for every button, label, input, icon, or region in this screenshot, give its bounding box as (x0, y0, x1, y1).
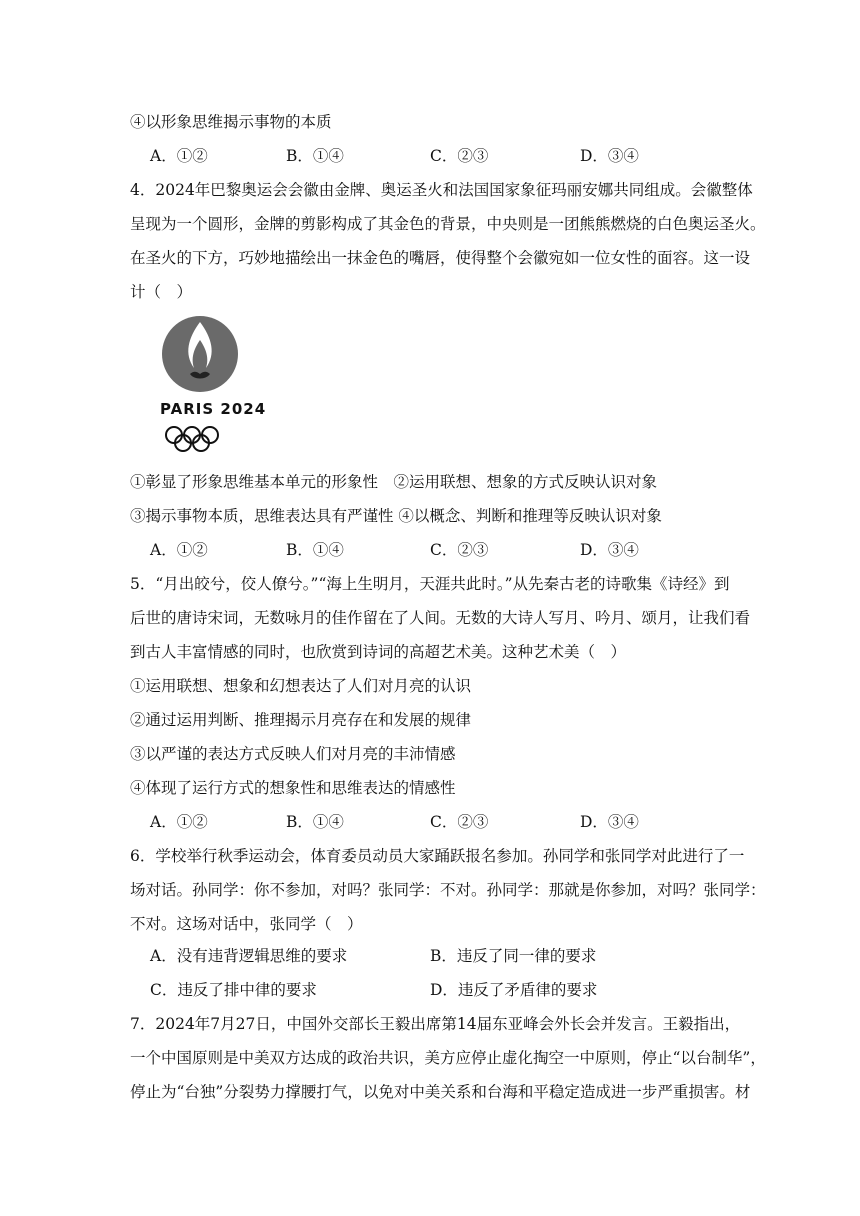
option-a: A．①② (150, 813, 208, 831)
option-d: D．③④ (580, 541, 639, 559)
q7-stem-line: 一个中国原则是中美双方达成的政治共识，美方应停止虚化掏空一中原则，停止“以台制华”， (130, 1049, 766, 1067)
q6-options-row-1 (150, 946, 750, 966)
q5-statement-1: ①运用联想、想象和幻想表达了人们对月亮的认识 (130, 677, 472, 695)
paris-2024-emblem-icon (160, 316, 270, 461)
option-b: B．①④ (286, 147, 344, 165)
q4-statement-3-4: ③揭示事物本质，思维表达具有严谨性 ④以概念、判断和推理等反映认识对象 (130, 507, 662, 525)
q5-statement-3: ③以严谨的表达方式反映人们对月亮的丰沛情感 (130, 745, 456, 763)
option-d: D．③④ (580, 147, 639, 165)
option-d: D．③④ (580, 813, 639, 831)
q5-statement-2: ②通过运用判断、推理揭示月亮存在和发展的规律 (130, 711, 472, 729)
q5-statement-4: ④体现了运行方式的想象性和思维表达的情感性 (130, 779, 456, 797)
paris-2024-logo (160, 316, 270, 461)
svg-text:PARIS 2024: PARIS 2024 (160, 400, 267, 418)
option-c: C．②③ (430, 813, 489, 831)
option-a: A．①② (150, 147, 208, 165)
q5-stem-line: 到古人丰富情感的同时，也欣赏到诗词的高超艺术美。这种艺术美（ ） (130, 643, 627, 661)
option-d: D．违反了矛盾律的要求 (430, 981, 598, 999)
q4-stem-line: 4．2024年巴黎奥运会会徽由金牌、奥运圣火和法国国家象征玛丽安娜共同组成。会徽整体 (130, 181, 753, 199)
q6-stem-line: 场对话。孙同学：你不参加，对吗？张同学：不对。孙同学：那就是你参加，对吗？张同学： (130, 881, 766, 899)
q6-stem-line: 6．学校举行秋季运动会，体育委员动员大家踊跃报名参加。孙同学和张同学对此进行了一 (130, 847, 745, 865)
q5-stem-line: 5．“月出皎兮，佼人僚兮。”“海上生明月，天涯共此时。”从先秦古老的诗歌集《诗经》到 (130, 575, 730, 593)
q7-stem-line: 停止为“台独”分裂势力撑腰打气，以免对中美关系和台海和平稳定造成进一步严重损害。材 (130, 1083, 751, 1101)
q4-stem-line: 在圣火的下方，巧妙地描绘出一抹金色的嘴唇，使得整个会徽宛如一位女性的面容。这一设 (130, 249, 751, 267)
q4-statement-1-2: ①彰显了形象思维基本单元的形象性 ②运用联想、想象的方式反映认识对象 (130, 473, 658, 491)
option-b: B．①④ (286, 541, 344, 559)
option-c: C．违反了排中律的要求 (150, 981, 317, 999)
option-a: A．①② (150, 541, 208, 559)
q7-stem-line: 7．2024年7月27日，中国外交部长王毅出席第14届东亚峰会外长会并发言。王毅指出， (130, 1015, 741, 1033)
q4-stem-line: 呈现为一个圆形，金牌的剪影构成了其金色的背景，中央则是一团熊熊燃烧的白色奥运圣火。 (130, 215, 766, 233)
option-b: B．①④ (286, 813, 344, 831)
q5-stem-line: 后世的唐诗宋词，无数咏月的佳作留在了人间。无数的大诗人写月、吟月、颂月，让我们看 (130, 609, 751, 627)
q6-options-row-2 (150, 980, 750, 1000)
q6-stem-line: 不对。这场对话中，张同学（ ） (130, 915, 363, 933)
q4-stem-line: 计（ ） (130, 283, 193, 301)
option-c: C．②③ (430, 541, 489, 559)
option-c: C．②③ (430, 147, 489, 165)
option-b: B．违反了同一律的要求 (430, 947, 597, 965)
q3-statement-4: ④以形象思维揭示事物的本质 (130, 113, 332, 131)
option-a: A．没有违背逻辑思维的要求 (150, 947, 348, 965)
